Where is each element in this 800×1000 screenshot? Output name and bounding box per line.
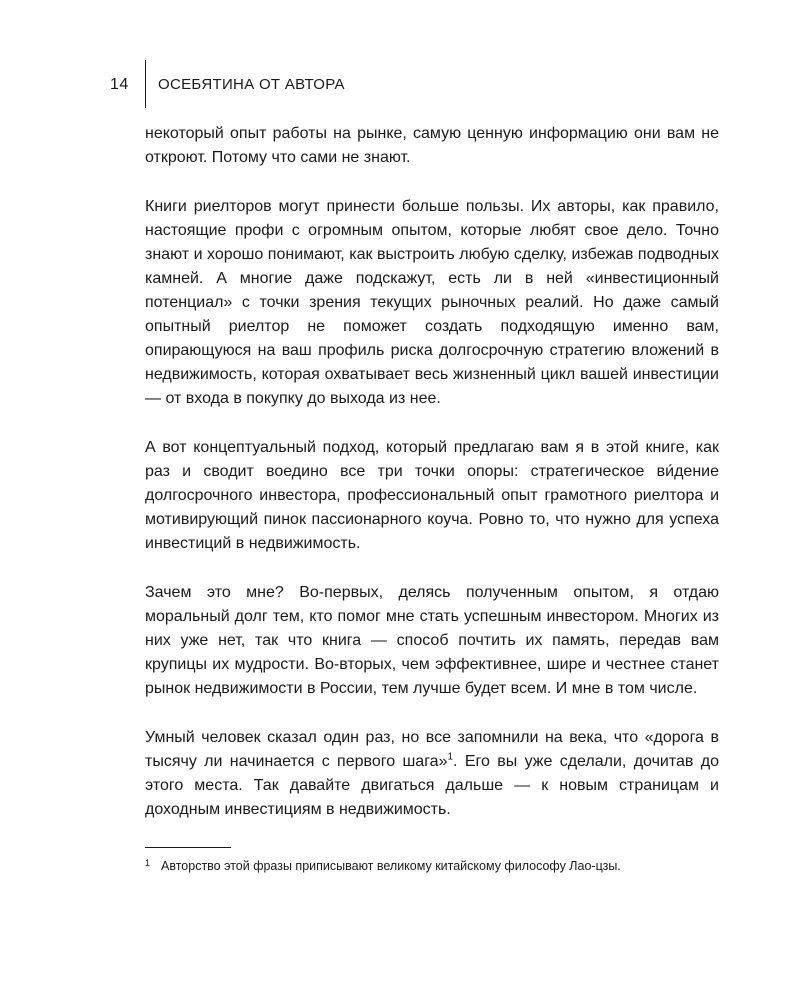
paragraph: некоторый опыт работы на рынке, самую ценную информацию они вам не откроют. Потому что сами не знают. <box>145 125 719 166</box>
paragraph: А вот концептуальный подход, который предлагаю вам я в этой книге, как раз и сводит воедино все три точки опоры: стратегическое ви́дение долгосрочного инвестора, профессиональный опыт грамотного риелтора и мотивирующий пинок пассионарного коуча. Ровно то, что нужно для успеха инвестиций в недвижимость. <box>145 439 719 552</box>
paragraph-text: . Его вы уже сделали, дочитав до этого места. Так давайте двигаться дальше — к новым страницам и доходным инвестициям в недвижимость. <box>145 753 719 818</box>
footnote <box>145 858 719 875</box>
page-body <box>145 122 719 875</box>
paragraph: Книги риелторов могут принести больше пользы. Их авторы, как правило, настоящие профи с огромным опытом, которые любят свое дело. Точно знают и хорошо понимают, как выстроить любую сделку, избежав подводных камней. А многие даже подскажут, есть ли в ней «инвестиционный потенциал» с точки зрения текущих рыночных реалий. Но даже самый опытный риелтор не поможет создать подходящую именно вам, опирающуюся на ваш профиль риска долгосрочную стратегию вложений в недвижимость, которая охватывает весь жизненный цикл вашей инвестиции — от входа в покупку до выхода из нее. <box>145 198 719 407</box>
header-divider <box>145 60 146 108</box>
paragraph-text: Умный человек сказал один раз, но все запомнили на века, что «дорога в тысячу ли начинается с первого шага» <box>145 729 719 770</box>
footnote-mark: 1 <box>145 858 151 868</box>
footnote-reference: 1 <box>447 751 454 763</box>
footnote-text: Авторство этой фразы приписывают великому китайскому философу Лао-цзы. <box>161 859 621 873</box>
page-header <box>0 60 800 110</box>
footnote-divider <box>145 847 231 848</box>
paragraph: Зачем это мне? Во-первых, делясь полученным опытом, я отдаю моральный долг тем, кто помог мне стать успешным инвестором. Многих из них уже нет, так что книга — способ почтить их память, передав вам крупицы их мудрости. Во-вторых, чем эффективнее, шире и честнее станет рынок недвижимости в России, тем лучше будет всем. И мне в том числе. <box>145 584 719 697</box>
running-title: ОСЕБЯТИНА ОТ АВТОРА <box>158 76 345 93</box>
page-number: 14 <box>110 76 129 93</box>
paragraph <box>145 726 719 822</box>
